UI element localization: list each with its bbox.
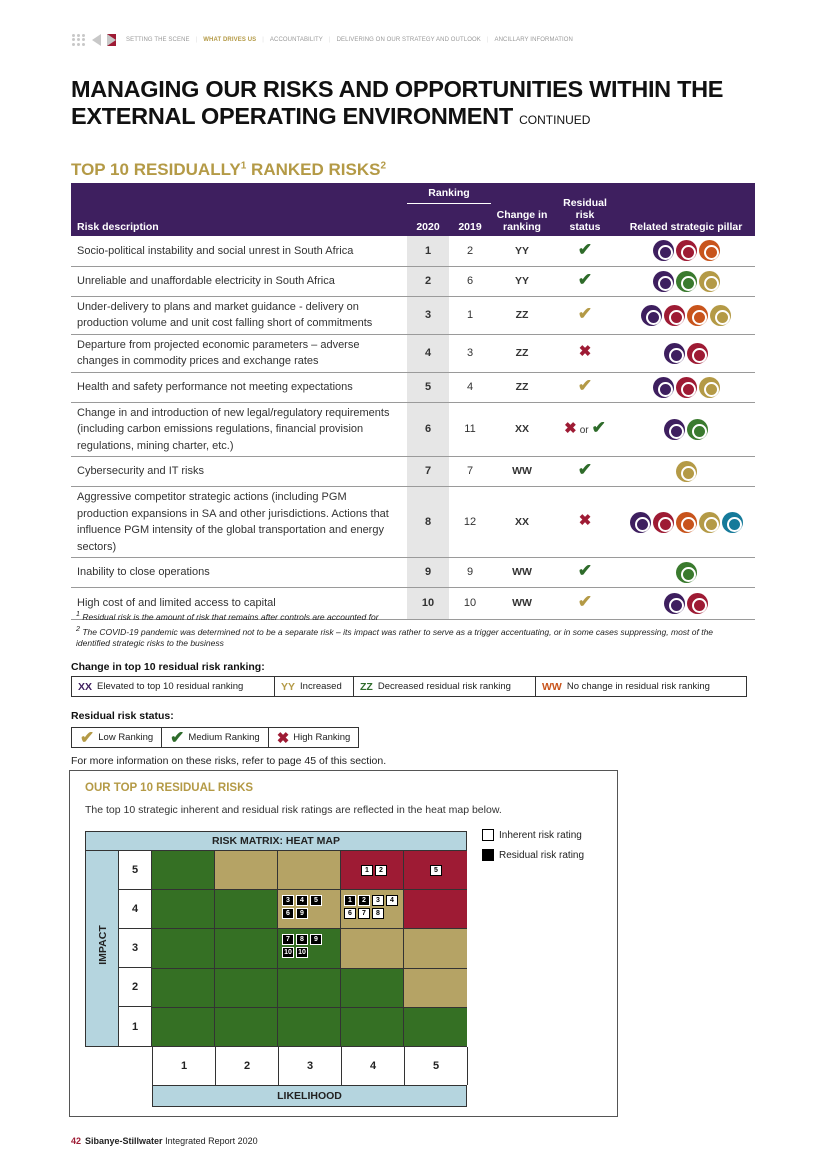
status-icon bbox=[553, 334, 617, 372]
rank-2020: 7 bbox=[407, 457, 449, 487]
change-code: WW bbox=[491, 457, 553, 487]
rank-2020: 8 bbox=[407, 487, 449, 558]
heatmap-heading: OUR TOP 10 RESIDUAL RISKS bbox=[85, 782, 254, 794]
continued-label: CONTINUED bbox=[519, 113, 591, 127]
table-row bbox=[71, 457, 755, 487]
col-residual-status: Residual risk status bbox=[553, 183, 617, 236]
impact-1: 1 bbox=[119, 1007, 152, 1047]
risk-description: Health and safety performance not meeting expectations bbox=[71, 372, 407, 402]
rank-2019: 2 bbox=[449, 236, 491, 266]
change-code: WW bbox=[491, 558, 553, 588]
strategic-pillars bbox=[617, 296, 755, 334]
grid-menu-icon[interactable] bbox=[72, 34, 86, 46]
risk-description: Departure from projected economic parameters – adverse changes in commodity prices and exchange rates bbox=[71, 334, 407, 372]
risk-description: Change in and introduction of new legal/regulatory requirements (including carbon emissions regulations, financial provision regulations, mining charter, etc.) bbox=[71, 402, 407, 457]
top-navigation bbox=[72, 33, 573, 47]
rank-2019: 1 bbox=[449, 296, 491, 334]
check-icon: ✔ bbox=[577, 375, 593, 395]
pillar-purple-icon bbox=[653, 240, 674, 261]
check-icon: ✔ bbox=[80, 727, 95, 747]
pillar-gold-icon bbox=[710, 305, 731, 326]
pillar-orange-icon bbox=[699, 240, 720, 261]
status-icon bbox=[553, 487, 617, 558]
risk-description: High cost of and limited access to capital bbox=[71, 588, 407, 620]
status-legend-label: Residual risk status: bbox=[71, 710, 174, 722]
cross-icon: ✖ bbox=[564, 419, 577, 437]
rank-2019: 12 bbox=[449, 487, 491, 558]
heatmap-panel bbox=[69, 770, 618, 1117]
col-risk-description: Risk description bbox=[71, 183, 407, 236]
strategic-pillars bbox=[617, 487, 755, 558]
heatmap-legend: Inherent risk rating Residual risk rating bbox=[482, 829, 584, 869]
pillar-red-icon bbox=[676, 240, 697, 261]
likelihood-numbers: 1 2 3 4 5 bbox=[152, 1047, 467, 1086]
strategic-pillars bbox=[617, 402, 755, 457]
col-2019: 2019 bbox=[449, 203, 491, 236]
risk-table bbox=[71, 183, 755, 620]
risk-description: Socio-political instability and social unrest in South Africa bbox=[71, 236, 407, 266]
pillar-purple-icon bbox=[664, 419, 685, 440]
rank-2020: 1 bbox=[407, 236, 449, 266]
col-2020: 2020 bbox=[407, 203, 449, 236]
strategic-pillars bbox=[617, 236, 755, 266]
rank-2020: 10 bbox=[407, 588, 449, 620]
footnote-2: The COVID-19 pandemic was determined not to be a separate risk – its impact was rather to serve as a trigger accentuating, or in some cases suppressing, most of the identified strategic risks to the business bbox=[76, 627, 714, 648]
pillar-red-icon bbox=[687, 343, 708, 364]
status-icon bbox=[553, 558, 617, 588]
section-heading: TOP 10 RESIDUALLY$^1$ RANKED RISKS$^2$ bbox=[71, 160, 387, 179]
likelihood-axis: LIKELIHOOD bbox=[152, 1086, 467, 1107]
nav-accountability[interactable]: ACCOUNTABILITY bbox=[269, 37, 323, 43]
change-legend-label: Change in top 10 residual risk ranking: bbox=[71, 661, 265, 673]
risk-description: Unreliable and unaffordable electricity in South Africa bbox=[71, 266, 407, 296]
strategic-pillars bbox=[617, 457, 755, 487]
section-nav: SETTING THE SCENE | WHAT DRIVES US | ACCOUNTABILITY | DELIVERING ON OUR STRATEGY AND OUTLOOK | ANCILLARY INFORMATION bbox=[126, 37, 573, 43]
pillar-purple-icon bbox=[630, 512, 651, 533]
pillar-gold-icon bbox=[699, 271, 720, 292]
table-row bbox=[71, 558, 755, 588]
next-page-icon[interactable] bbox=[107, 34, 116, 46]
pillar-purple-icon bbox=[641, 305, 662, 326]
risk-description: Under-delivery to plans and market guidance - delivery on production volume and unit cost falling short of commitments bbox=[71, 296, 407, 334]
rank-2019: 3 bbox=[449, 334, 491, 372]
risk-description: Aggressive competitor strategic actions (including PGM production expansions in SA and other jurisdictions. Actions that influence PGM intensity of the global transportation and energy sectors) bbox=[71, 487, 407, 558]
rank-2020: 3 bbox=[407, 296, 449, 334]
pillar-green-icon bbox=[676, 271, 697, 292]
heatmap-intro: The top 10 strategic inherent and residual risk ratings are reflected in the heat map below. bbox=[85, 804, 502, 816]
rank-2020: 6 bbox=[407, 402, 449, 457]
table-row bbox=[71, 266, 755, 296]
change-code: YY bbox=[491, 236, 553, 266]
change-code: WW bbox=[491, 588, 553, 620]
pillar-gold-icon bbox=[699, 512, 720, 533]
status-legend: ✔ Low Ranking ✔ Medium Ranking ✖ High Ranking bbox=[71, 727, 359, 748]
page-footer: 42 Sibanye-Stillwater Integrated Report 2020 bbox=[71, 1136, 258, 1146]
change-code: ZZ bbox=[491, 334, 553, 372]
cross-icon: ✖ bbox=[276, 729, 290, 747]
check-icon: ✔ bbox=[577, 561, 593, 581]
rank-2019: 11 bbox=[449, 402, 491, 457]
nav-setting-the-scene[interactable]: SETTING THE SCENE bbox=[126, 37, 190, 43]
footnote-1: Residual risk is the amount of risk that remains after controls are accounted for bbox=[82, 611, 379, 622]
change-code: YY bbox=[491, 266, 553, 296]
cross-icon: ✖ bbox=[578, 512, 592, 530]
change-code: ZZ bbox=[491, 296, 553, 334]
previous-page-icon[interactable] bbox=[92, 34, 101, 46]
pillar-red-icon bbox=[676, 377, 697, 398]
cross-icon: ✖ bbox=[578, 343, 592, 361]
rank-2019: 7 bbox=[449, 457, 491, 487]
impact-2: 2 bbox=[119, 968, 152, 1007]
rank-2019: 6 bbox=[449, 266, 491, 296]
strategic-pillars bbox=[617, 334, 755, 372]
pillar-red-icon bbox=[664, 305, 685, 326]
page-title: MANAGING OUR RISKS AND OPPORTUNITIES WITHIN THE EXTERNAL OPERATING ENVIRONMENT CONTINUED bbox=[71, 76, 724, 129]
residual-swatch bbox=[482, 849, 494, 861]
change-legend: XX Elevated to top 10 residual ranking YY Increased ZZ Decreased residual risk ranking WW No change in residual risk ranking bbox=[71, 676, 747, 697]
status-icon: ✖ or ✔ bbox=[553, 402, 617, 457]
rank-2019: 9 bbox=[449, 558, 491, 588]
rank-2019: 4 bbox=[449, 372, 491, 402]
impact-3: 3 bbox=[119, 929, 152, 968]
pillar-teal-icon bbox=[722, 512, 743, 533]
check-icon: ✔ bbox=[577, 269, 593, 289]
check-icon: ✔ bbox=[577, 303, 593, 323]
nav-delivering[interactable]: DELIVERING ON OUR STRATEGY AND OUTLOOK bbox=[336, 37, 481, 43]
pillar-gold-icon bbox=[699, 377, 720, 398]
rank-2020: 9 bbox=[407, 558, 449, 588]
nav-ancillary[interactable]: ANCILLARY INFORMATION bbox=[494, 37, 573, 43]
pillar-green-icon bbox=[687, 419, 708, 440]
pillar-orange-icon bbox=[676, 512, 697, 533]
impact-axis: IMPACT bbox=[85, 851, 119, 1047]
strategic-pillars bbox=[617, 558, 755, 588]
status-icon bbox=[553, 236, 617, 266]
change-code: XX bbox=[491, 402, 553, 457]
rank-2020: 5 bbox=[407, 372, 449, 402]
table-row bbox=[71, 487, 755, 558]
pillar-purple-icon bbox=[653, 377, 674, 398]
rank-2019: 10 bbox=[449, 588, 491, 620]
table-row bbox=[71, 372, 755, 402]
table-row bbox=[71, 402, 755, 457]
check-icon: ✔ bbox=[577, 460, 593, 480]
inherent-swatch bbox=[482, 829, 494, 841]
table-row bbox=[71, 236, 755, 266]
impact-4: 4 bbox=[119, 890, 152, 929]
status-icon bbox=[553, 457, 617, 487]
pillar-purple-icon bbox=[664, 343, 685, 364]
table-row bbox=[71, 296, 755, 334]
pillar-gold-icon bbox=[676, 461, 697, 482]
status-icon bbox=[553, 266, 617, 296]
impact-5: 5 bbox=[119, 851, 152, 890]
rank-2020: 4 bbox=[407, 334, 449, 372]
page-number: 42 bbox=[71, 1136, 82, 1146]
col-strategic-pillar: Related strategic pillar bbox=[617, 183, 755, 236]
status-icon bbox=[553, 372, 617, 402]
risk-description: Inability to close operations bbox=[71, 558, 407, 588]
check-icon: ✔ bbox=[591, 417, 606, 437]
heatmap-title: RISK MATRIX: HEAT MAP bbox=[85, 831, 467, 851]
heatmap-grid: 1 2 5 3 4 5 6 9 1 2 3 4 6 7 8 7 8 9 10 10 bbox=[152, 851, 467, 1047]
strategic-pillars bbox=[617, 372, 755, 402]
table-row bbox=[71, 334, 755, 372]
check-icon: ✔ bbox=[170, 727, 185, 747]
change-code: ZZ bbox=[491, 372, 553, 402]
pillar-orange-icon bbox=[687, 305, 708, 326]
change-code: XX bbox=[491, 487, 553, 558]
col-ranking: Ranking bbox=[407, 183, 491, 203]
col-change: Change in ranking bbox=[491, 183, 553, 236]
pillar-green-icon bbox=[676, 562, 697, 583]
nav-what-drives-us[interactable]: WHAT DRIVES US bbox=[203, 37, 257, 43]
status-icon bbox=[553, 296, 617, 334]
pillar-red-icon bbox=[653, 512, 674, 533]
risk-description: Cybersecurity and IT risks bbox=[71, 457, 407, 487]
check-icon: ✔ bbox=[577, 592, 593, 612]
check-icon: ✔ bbox=[577, 239, 593, 259]
more-info-text: For more information on these risks, refer to page 45 of this section. bbox=[71, 755, 387, 767]
strategic-pillars bbox=[617, 266, 755, 296]
pillar-purple-icon bbox=[653, 271, 674, 292]
footnotes: $^1$ Residual risk is the amount of risk that remains after controls are accounted for $^2$ The COVID-19 pandemic was determined not to be a separate risk – its impact was rather to serve as a trigger accentuating, or in some cases suppressing, most of the identified strategic risks to the business bbox=[76, 610, 714, 648]
rank-2020: 2 bbox=[407, 266, 449, 296]
